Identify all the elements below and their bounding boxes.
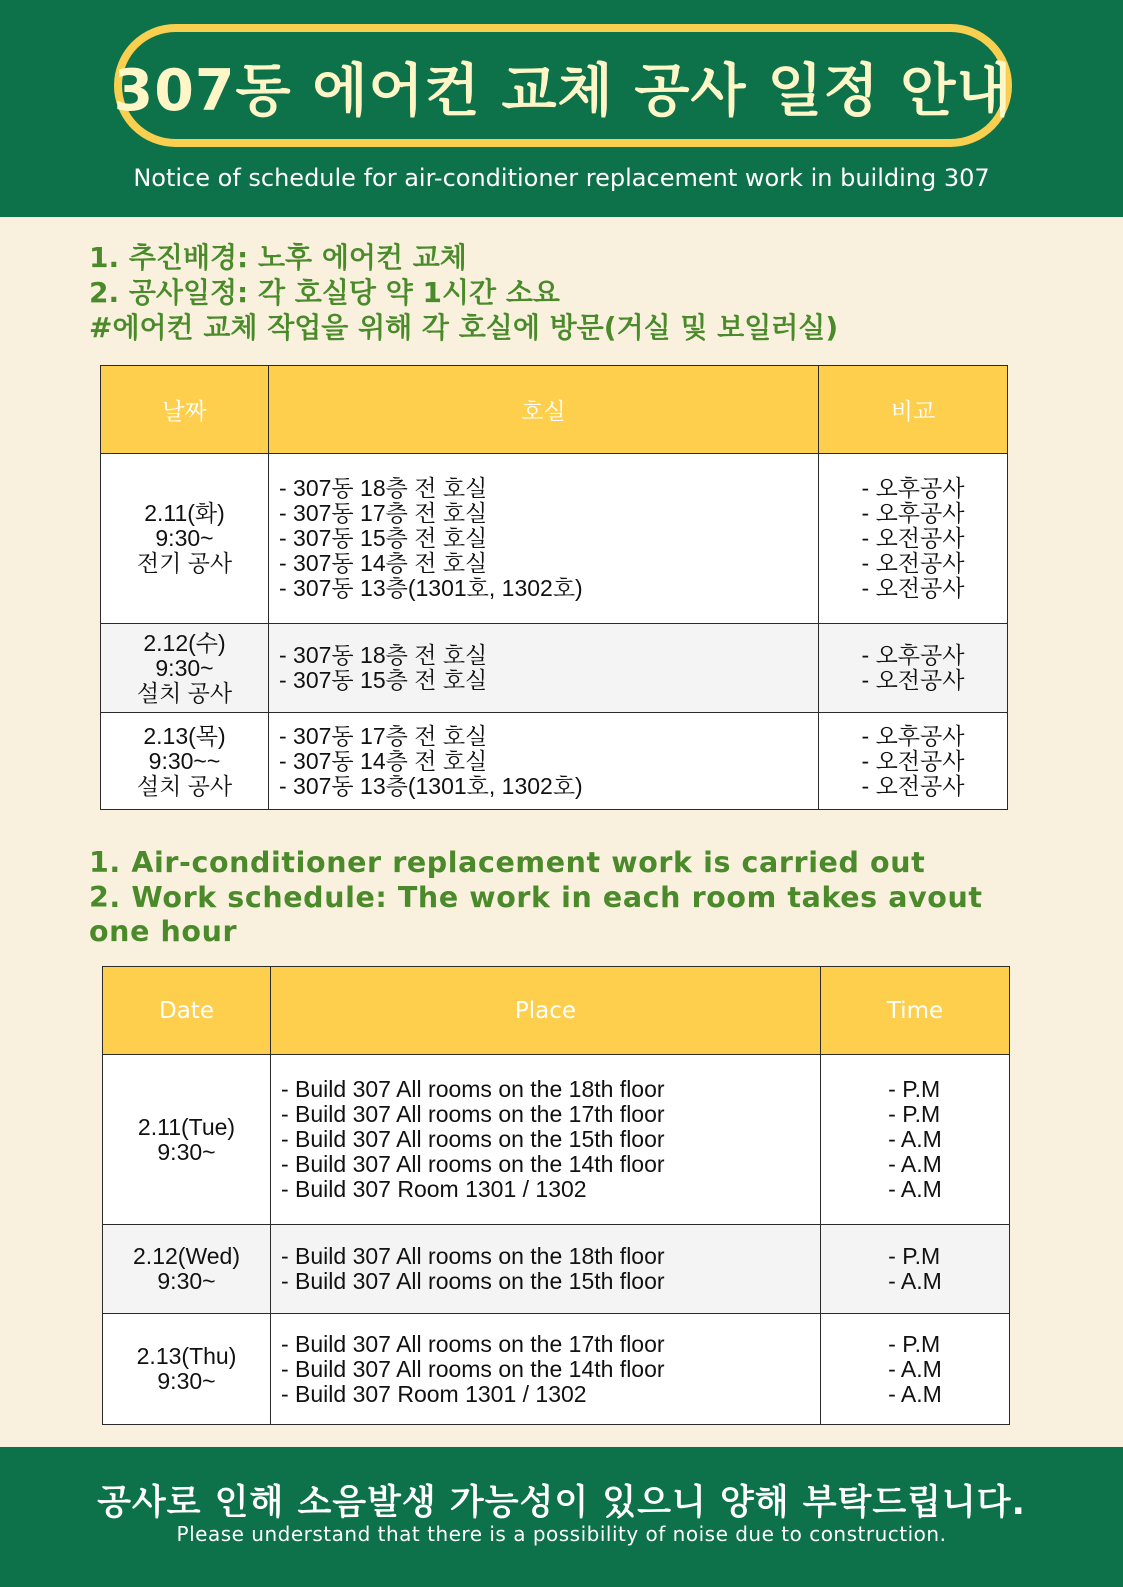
date-cell [103, 1225, 271, 1314]
footer-message-english: Please understand that there is a possibility of noise due to construction. [176, 1522, 947, 1546]
footer-banner [0, 1447, 1123, 1587]
header-date: Date [103, 967, 271, 1055]
footer-message: 공사로 인해 소음발생 가능성이 있으니 양해 부탁드립니다. [97, 1483, 1026, 1523]
room-line: - 307동 15층 전 호실 [279, 667, 488, 693]
time-text: 9:30~ [155, 654, 214, 681]
place-line: - Build 307 All rooms on the 14th floor [281, 1355, 665, 1382]
remark-line: - 오전공사 [861, 550, 965, 576]
time-cell [821, 1225, 1010, 1314]
english-schedule-table [102, 966, 1010, 1425]
date-text: 2.12(Wed) [133, 1243, 240, 1269]
room-line: - 307동 14층 전 호실 [279, 550, 488, 576]
time-line: - A.M [888, 1151, 942, 1177]
table-row [101, 713, 1008, 810]
time-line: - A.M [888, 1380, 942, 1407]
time-line: - P.M [888, 1243, 941, 1269]
header-time: Time [821, 967, 1010, 1055]
note-line: 2. 공사일정: 각 호실당 약 1시간 소요 [89, 276, 560, 309]
remark-line: - 오전공사 [861, 747, 965, 774]
room-line: - 307동 18층 전 호실 [279, 642, 488, 668]
room-line: - 307동 17층 전 호실 [279, 500, 488, 526]
room-cell [269, 624, 819, 713]
remark-line: - 오후공사 [861, 642, 965, 668]
remark-line: - 오후공사 [861, 500, 965, 526]
table-row [103, 1055, 1010, 1225]
table-row [101, 454, 1008, 624]
room-cell [269, 454, 819, 624]
header-room: 호실 [269, 366, 819, 454]
time-line: - A.M [888, 1176, 942, 1202]
date-text: 2.13(목) [143, 722, 226, 749]
place-cell [271, 1225, 821, 1314]
english-notes [89, 846, 1049, 950]
work-type-text: 전기 공사 [136, 550, 233, 576]
date-text: 2.11(Tue) [137, 1113, 236, 1140]
place-line: - Build 307 All rooms on the 18th floor [281, 1076, 665, 1102]
place-line: - Build 307 All rooms on the 17th floor [281, 1101, 665, 1127]
place-cell [271, 1055, 821, 1225]
room-line: - 307동 18층 전 호실 [279, 475, 488, 501]
place-line: - Build 307 All rooms on the 15th floor [281, 1268, 665, 1294]
remark-cell [819, 454, 1008, 624]
header-date: 날짜 [101, 366, 269, 454]
room-line: - 307동 13층(1301호, 1302호) [279, 575, 583, 601]
remark-line: - 오전공사 [861, 525, 965, 551]
page-title: 307동 에어컨 교체 공사 일정 안내 [113, 57, 1013, 124]
time-line: - P.M [888, 1101, 941, 1127]
place-line: - Build 307 Room 1301 / 1302 [281, 1380, 587, 1407]
work-type-text: 설치 공사 [136, 772, 233, 799]
time-cell [821, 1055, 1010, 1225]
date-cell [101, 713, 269, 810]
room-line: - 307동 13층(1301호, 1302호) [279, 772, 583, 799]
place-line: - Build 307 All rooms on the 14th floor [281, 1151, 665, 1177]
time-cell [821, 1314, 1010, 1425]
place-line: - Build 307 Room 1301 / 1302 [281, 1176, 587, 1202]
time-line: - P.M [888, 1076, 941, 1102]
place-line: - Build 307 All rooms on the 17th floor [281, 1330, 665, 1357]
note-line: 1. Air-conditioner replacement work is carried out [89, 846, 926, 879]
time-text: 9:30~ [157, 1138, 216, 1165]
header-place: Place [271, 967, 821, 1055]
place-line: - Build 307 All rooms on the 18th floor [281, 1243, 665, 1269]
date-text: 2.11(화) [144, 500, 225, 526]
date-cell [103, 1314, 271, 1425]
remark-cell [819, 624, 1008, 713]
work-type-text: 설치 공사 [136, 679, 233, 706]
korean-notes [89, 240, 1049, 345]
remark-line: - 오전공사 [861, 772, 965, 799]
remark-line: - 오전공사 [861, 575, 965, 601]
room-line: - 307동 17층 전 호실 [279, 722, 488, 749]
room-cell [269, 713, 819, 810]
date-cell [101, 454, 269, 624]
room-line: - 307동 14층 전 호실 [279, 747, 488, 774]
time-text: 9:30~ [157, 1368, 216, 1394]
table-row [103, 1314, 1010, 1425]
time-line: - P.M [888, 1330, 941, 1357]
date-cell [103, 1055, 271, 1225]
note-line: #에어컨 교체 작업을 위해 각 호실에 방문(거실 및 보일러실) [89, 311, 839, 344]
korean-schedule-table [100, 365, 1008, 810]
room-line: - 307동 15층 전 호실 [279, 525, 488, 551]
time-text: 9:30~ [157, 1268, 216, 1294]
date-cell [101, 624, 269, 713]
remark-line: - 오후공사 [861, 722, 965, 749]
place-line: - Build 307 All rooms on the 15th floor [281, 1126, 665, 1152]
remark-line: - 오전공사 [861, 667, 965, 693]
date-text: 2.12(수) [143, 629, 226, 656]
page-subtitle: Notice of schedule for air-conditioner replacement work in building 307 [133, 164, 990, 192]
time-line: - A.M [888, 1126, 942, 1152]
table-row [101, 624, 1008, 713]
title-frame [114, 24, 1012, 147]
time-line: - A.M [888, 1268, 942, 1294]
time-line: - A.M [888, 1355, 942, 1382]
note-line: 2. Work schedule: The work in each room takes avout one hour [89, 880, 983, 948]
date-text: 2.13(Thu) [136, 1343, 237, 1369]
note-line: 1. 추진배경: 노후 에어컨 교체 [89, 241, 467, 274]
header-remark: 비교 [819, 366, 1008, 454]
remark-line: - 오후공사 [861, 475, 965, 501]
time-text: 9:30~ [155, 525, 214, 551]
remark-cell [819, 713, 1008, 810]
table-row [103, 1225, 1010, 1314]
header-banner [0, 0, 1123, 217]
time-text: 9:30~~ [148, 747, 221, 774]
place-cell [271, 1314, 821, 1425]
